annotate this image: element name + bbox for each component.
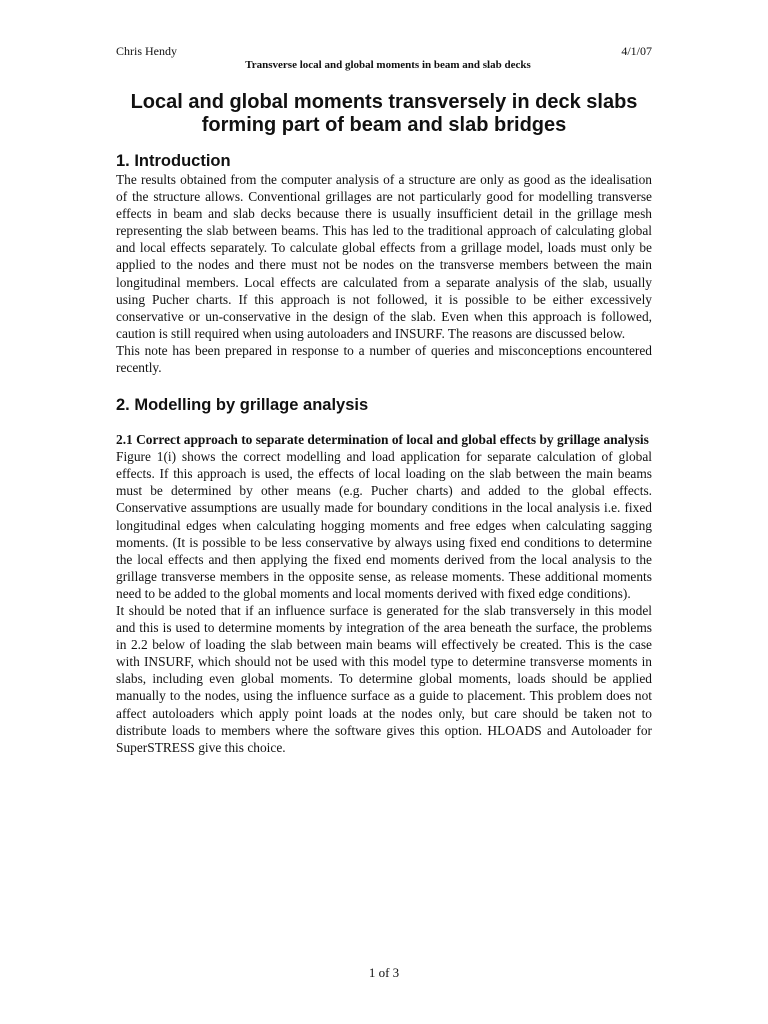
running-header	[116, 44, 652, 58]
section-1-heading: 1. Introduction	[116, 152, 231, 170]
document-title	[116, 91, 652, 137]
section-1-paragraph-2: This note has been prepared in response to a number of queries and misconceptions encountered recently.	[116, 342, 652, 376]
section-1-paragraph-1: The results obtained from the computer analysis of a structure are only as good as the idealisation of the structure allows. Conventional grillages are not particularly good for modelling transverse effects in beam and slab decks because there is usually insufficient detail in the grillage mesh representing the slab between beams. This has led to the traditional approach of calculating global and local effects separately. To calculate global effects from a grillage model, loads must only be applied to the nodes and there must not be nodes on the transverse members between the main longitudinal members. Local effects are calculated from a separate analysis of the slab, usually using Pucher charts. If this approach is not followed, it is possible to be either excessively conservative or un-conservative in the design of the slab. Even when this approach is followed, caution is still required when using autoloaders and INSURF. The reasons are discussed below.	[116, 172, 652, 341]
header-author: Chris Hendy	[116, 44, 177, 58]
document-page	[116, 0, 652, 756]
document-title-line-2: forming part of beam and slab bridges	[201, 114, 567, 136]
header-subtitle: Transverse local and global moments in beam and slab decks	[245, 59, 531, 71]
document-title-line-1: Local and global moments transversely in deck slabs	[130, 91, 638, 113]
section-2-heading: 2. Modelling by grillage analysis	[116, 396, 369, 415]
subsection-2-1-heading: 2.1 Correct approach to separate determination of local and global effects by grillage analysis	[116, 432, 649, 448]
section-2-paragraph-1: Figure 1(i) shows the correct modelling and load application for separate calculation of global effects. If this approach is used, the effects of local loading on the slab between the main beams must be determined by other means (e.g. Pucher charts) and added to the global effects. Conservative assumptions are usually made for boundary conditions in the local analysis i.e. fixed longitudinal edges when calculating hogging moments and free edges when calculating sagging moments. (It is possible to be less conservative by always using fixed end conditions to determine the local effects and then applying the fixed end moments derived from the local analysis to the grillage transverse members in the opposite sense, as release moments. These additional moments need to be added to the global moments and local moments derived with fixed edge conditions).	[116, 449, 652, 601]
page-number: 1 of 3	[368, 965, 400, 980]
header-date: 4/1/07	[621, 44, 652, 58]
section-2-paragraph-2: It should be noted that if an influence surface is generated for the slab transversely in this model and this is used to determine moments by integration of the area beneath the surface, the problems in 2.2 below of loading the slab between main beams will effectively be created. This is the case with INSURF, which should not be used with this model type to determine transverse moments in slabs, including even global moments. To determine global moments, loads should be applied manually to the nodes, using the influence surface as a guide to placement. This problem does not affect autoloaders which apply point loads at the nodes only, but care should be taken not to distribute loads to members where the software gives this option. HLOADS and Autoloader for SuperSTRESS give this choice.	[116, 602, 652, 755]
